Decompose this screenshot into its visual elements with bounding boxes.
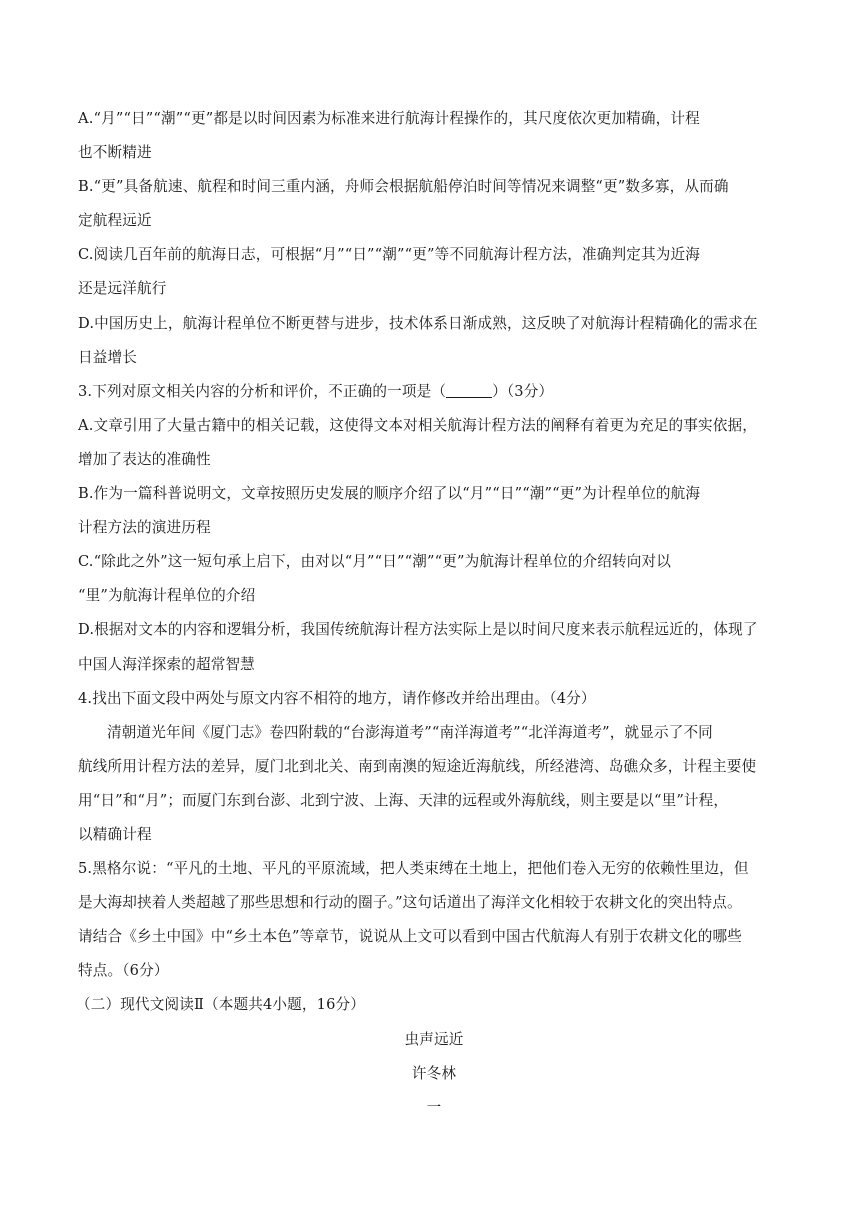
- option-b-line-2: 定航程远近: [78, 212, 152, 230]
- q3-option-b-line-2: 计程方法的演进历程: [78, 519, 211, 537]
- article-title: 虫声远近: [404, 1030, 464, 1048]
- passage-line-2: 航线所用计程方法的差异，厦门北到北关、南到南澳的短途近海航线，所经港湾、岛礁众多，计程主要使: [78, 757, 757, 775]
- option-b-line-1: B.“更”具备航速、航程和时间三重内涵，舟师会根据航船停泊时间等情况来调整“更”数多寡，从而确: [78, 178, 729, 196]
- option-d-line-1: D.中国历史上，航海计程单位不断更替与进步，技术体系日渐成熟，这反映了对航海计程精确化的需求在: [78, 314, 758, 332]
- passage-line-3: 用“日”和“月”；而厦门东到台澎、北到宁波、上海、天津的远程或外海航线，则主要是以“里”计程，: [78, 791, 729, 809]
- question-5-line-4: 特点。（6分）: [78, 962, 169, 980]
- question-5-line-2: 是大海却挟着人类超越了那些思想和行动的圈子。”这句话道出了海洋文化相较于农耕文化的突出特点。: [78, 894, 742, 912]
- q3-option-c-line-1: C.“除此之外”这一短句承上启下，由对以“月”“日”“潮”“更”为航海计程单位的介绍转向对以: [78, 553, 671, 571]
- option-a-line-2: 也不断精进: [78, 144, 152, 162]
- question-3: [78, 383, 790, 400]
- answer-blank: [446, 384, 492, 398]
- option-a-line-1: A.“月”“日”“潮”“更”都是以时间因素为标准来进行航海计程操作的，其尺度依次更加精确，计程: [78, 110, 700, 127]
- q3-option-b-line-1: B.作为一篇科普说明文，文章按照历史发展的顺序介绍了以“月”“日”“潮”“更”为计程单位的航海: [78, 485, 701, 503]
- question-3-stem: 3.下列对原文相关内容的分析和评价，不正确的一项是（: [78, 382, 447, 400]
- section-heading: （二）现代文阅读Ⅱ（本题共4小题，16分）: [76, 996, 366, 1014]
- option-c-line-1: C.阅读几百年前的航海日志，可根据“月”“日”“潮”“更”等不同航海计程方法，准确判定其为近海: [78, 246, 700, 264]
- question-4: 4.找出下面文段中两处与原文内容不相符的地方，请作修改并给出理由。（4分）: [78, 689, 596, 707]
- q3-option-d-line-2: 中国人海洋探索的超常智慧: [78, 655, 255, 673]
- q3-option-c-line-2: “里”为航海计程单位的介绍: [78, 587, 256, 605]
- option-d-line-2: 日益增长: [78, 348, 137, 366]
- option-c-line-2: 还是远洋航行: [78, 280, 167, 298]
- q3-option-d-line-1: D.根据对文本的内容和逻辑分析，我国传统航海计程方法实际上是以时间尺度来表示航程远近的，体现了: [78, 621, 758, 639]
- document-page: [78, 110, 790, 1133]
- passage-line-1: 清朝道光年间《厦门志》卷四附载的“台澎海道考”“南洋海道考”“北洋海道考”，就显示了不同: [107, 723, 713, 741]
- question-3-score: ）（3分）: [492, 382, 554, 400]
- passage-line-4: 以精确计程: [78, 825, 152, 843]
- article-part-number: 一: [426, 1098, 442, 1116]
- question-5-line-1: 5.黑格尔说：“平凡的土地、平凡的平原流域，把人类束缚在土地上，把他们卷入无穷的依赖性里边，但: [78, 860, 749, 878]
- article-author: 许冬林: [411, 1064, 457, 1082]
- q3-option-a-line-1: A.文章引用了大量古籍中的相关记载，这使得文本对相关航海计程方法的阐释有着更为充足的事实依据，: [78, 416, 757, 434]
- question-5-line-3: 请结合《乡土中国》中“乡土本色”等章节，说说从上文可以看到中国古代航海人有别于农耕文化的哪些: [78, 928, 742, 946]
- q3-option-a-line-2: 增加了表达的准确性: [78, 450, 211, 468]
